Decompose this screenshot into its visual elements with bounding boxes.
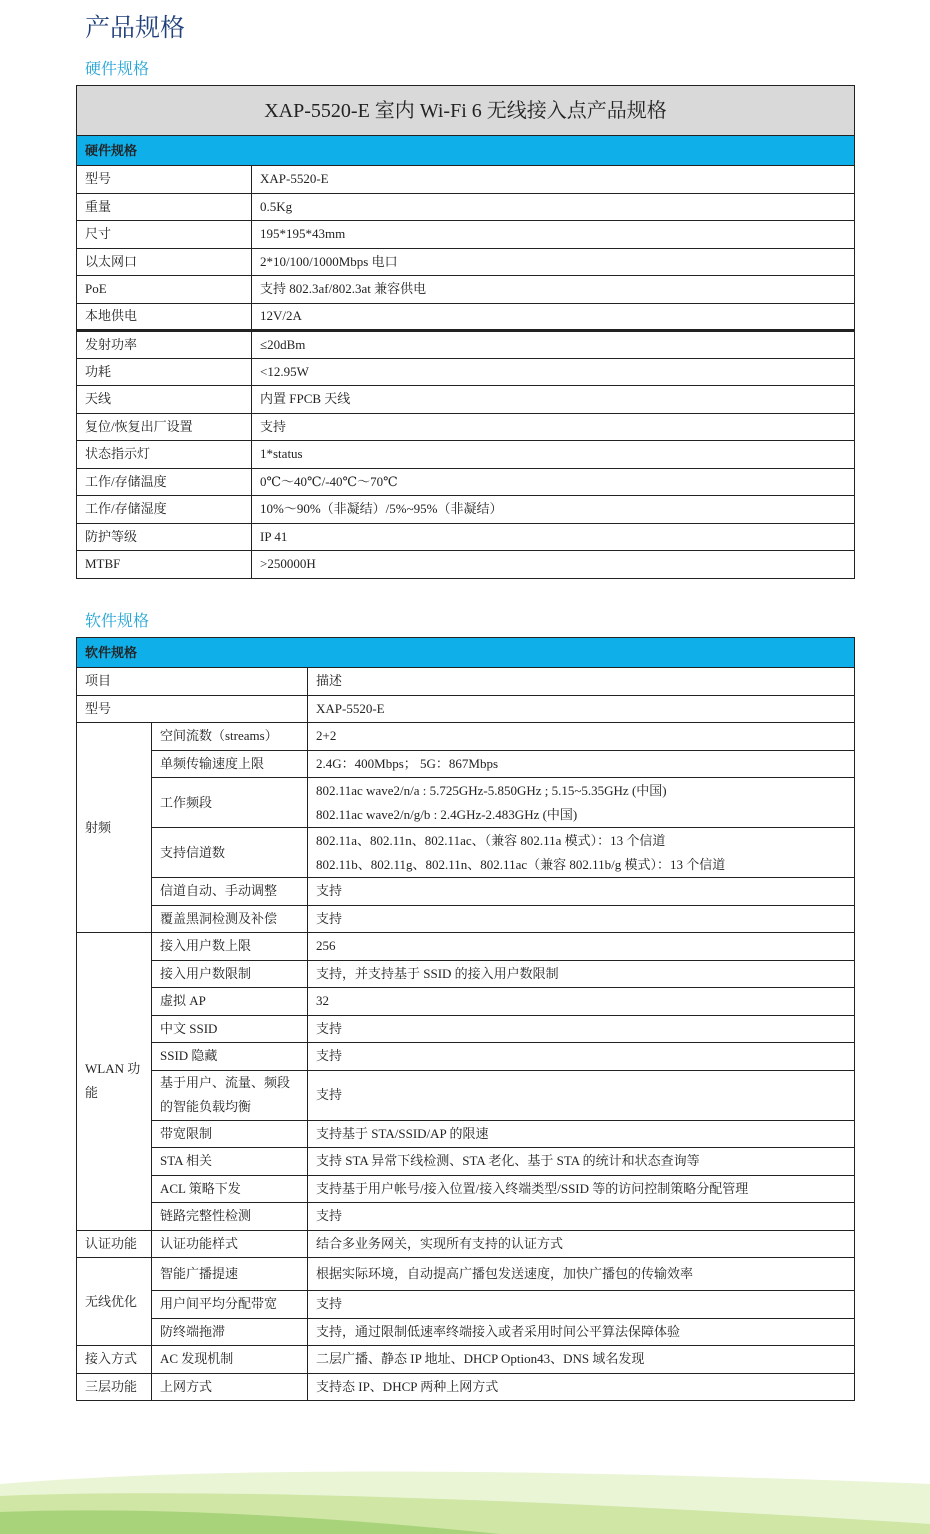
- table-row: [77, 248, 855, 276]
- table-row: [77, 221, 855, 249]
- spec-label: 本地供电: [77, 303, 252, 331]
- spec-value: 2.4G：400Mbps； 5G：867Mbps: [308, 750, 855, 778]
- spec-value: 内置 FPCB 天线: [252, 386, 855, 414]
- spec-label: 接入用户数限制: [152, 960, 308, 988]
- spec-value: 256: [308, 933, 855, 961]
- table-row: [77, 358, 855, 386]
- spec-label: 复位/恢复出厂设置: [77, 413, 252, 441]
- spec-label: 接入用户数上限: [152, 933, 308, 961]
- spec-label: 中文 SSID: [152, 1015, 308, 1043]
- spec-label: SSID 隐藏: [152, 1043, 308, 1071]
- table-header: 软件规格: [77, 638, 855, 668]
- spec-value: 2+2: [308, 723, 855, 751]
- spec-label: 功耗: [77, 358, 252, 386]
- table-row: [77, 750, 855, 778]
- spec-value: 支持基于用户帐号/接入位置/接入终端类型/SSID 等的访问控制策略分配管理: [308, 1175, 855, 1203]
- col-item: 项目: [77, 668, 308, 696]
- table-row: [77, 276, 855, 304]
- spec-value: 支持基于 STA/SSID/AP 的限速: [308, 1120, 855, 1148]
- table-row: [77, 1015, 855, 1043]
- table-row: [77, 933, 855, 961]
- spec-label: ACL 策略下发: [152, 1175, 308, 1203]
- table-row: [77, 441, 855, 469]
- spec-value: 支持，并支持基于 SSID 的接入用户数限制: [308, 960, 855, 988]
- spec-label: 虚拟 AP: [152, 988, 308, 1016]
- table-row: [77, 828, 855, 878]
- spec-value: 1*status: [252, 441, 855, 469]
- table-row: [77, 523, 855, 551]
- spec-label: MTBF: [77, 551, 252, 579]
- table-row: [77, 1318, 855, 1346]
- group-label: 无线优化: [77, 1258, 152, 1346]
- table-row: [77, 551, 855, 579]
- spec-label: 认证功能样式: [152, 1230, 308, 1258]
- spec-label: 防终端拖滞: [152, 1318, 308, 1346]
- spec-value: 支持: [308, 1291, 855, 1319]
- spec-value: 支持，通过限制低速率终端接入或者采用时间公平算法保障体验: [308, 1318, 855, 1346]
- table-row: [77, 905, 855, 933]
- spec-label: 型号: [77, 166, 252, 194]
- hardware-section-label: 硬件规格: [85, 59, 150, 78]
- spec-value: <12.95W: [252, 358, 855, 386]
- spec-value-line: 802.11a、802.11n、802.11ac、（兼容 802.11a 模式）：13 个信道: [316, 832, 666, 848]
- spec-value: ≤20dBm: [252, 331, 855, 359]
- spec-value: [308, 778, 855, 828]
- spec-value: 结合多业务网关，实现所有支持的认证方式: [308, 1230, 855, 1258]
- spec-label: 工作频段: [152, 778, 308, 828]
- spec-label: 用户间平均分配带宽: [152, 1291, 308, 1319]
- spec-label: 链路完整性检测: [152, 1203, 308, 1231]
- spec-value: 10%～90%（非凝结）/5%~95%（非凝结）: [252, 496, 855, 524]
- table-row: [77, 1148, 855, 1176]
- table-row: [77, 878, 855, 906]
- page-title: 产品规格: [85, 13, 186, 42]
- spec-value: 支持: [308, 1203, 855, 1231]
- spec-value: 二层广播、静态 IP 地址、DHCP Option43、DNS 域名发现: [308, 1346, 855, 1374]
- model-label: 型号: [77, 695, 308, 723]
- table-row: [77, 723, 855, 751]
- spec-value: 支持: [308, 878, 855, 906]
- spec-label: STA 相关: [152, 1148, 308, 1176]
- spec-label: 智能广播提速: [152, 1258, 308, 1291]
- spec-label: 以太网口: [77, 248, 252, 276]
- table-row: [77, 386, 855, 414]
- table-row: [77, 413, 855, 441]
- group-label: 接入方式: [77, 1346, 152, 1374]
- spec-value: [308, 828, 855, 878]
- group-label: WLAN 功能: [77, 933, 152, 1231]
- table-row: [77, 166, 855, 194]
- hardware-spec-table: [76, 85, 855, 579]
- table-row: [77, 331, 855, 359]
- spec-label: PoE: [77, 276, 252, 304]
- spec-value: 0.5Kg: [252, 193, 855, 221]
- table-row: [77, 1258, 855, 1291]
- table-row: [77, 496, 855, 524]
- group-label: 认证功能: [77, 1230, 152, 1258]
- spec-label: 工作/存储温度: [77, 468, 252, 496]
- spec-value: 支持: [308, 1015, 855, 1043]
- spec-label: 信道自动、手动调整: [152, 878, 308, 906]
- spec-value: 195*195*43mm: [252, 221, 855, 249]
- spec-value: 32: [308, 988, 855, 1016]
- table-row: [77, 1373, 855, 1401]
- spec-label: 工作/存储湿度: [77, 496, 252, 524]
- spec-value: 根据实际环境，自动提高广播包发送速度，加快广播包的传输效率: [308, 1258, 855, 1291]
- spec-value: 支持: [308, 1043, 855, 1071]
- spec-label: 防护等级: [77, 523, 252, 551]
- spec-value: 支持 STA 异常下线检测、STA 老化、基于 STA 的统计和状态查询等: [308, 1148, 855, 1176]
- spec-label: 状态指示灯: [77, 441, 252, 469]
- spec-label: 覆盖黑洞检测及补偿: [152, 905, 308, 933]
- spec-value: >250000H: [252, 551, 855, 579]
- spec-label: 上网方式: [152, 1373, 308, 1401]
- spec-label: 发射功率: [77, 331, 252, 359]
- software-section-label: 软件规格: [85, 611, 150, 630]
- table-row: [77, 303, 855, 331]
- spec-label: 单频传输速度上限: [152, 750, 308, 778]
- table-row: [77, 1346, 855, 1374]
- table-row: [77, 1070, 855, 1120]
- spec-value-line: 802.11b、802.11g、802.11n、802.11ac（兼容 802.11b/g 模式）：13 个信道: [316, 856, 726, 872]
- spec-value: 支持: [252, 413, 855, 441]
- group-label: 三层功能: [77, 1373, 152, 1401]
- table-row: [77, 1203, 855, 1231]
- spec-value: 12V/2A: [252, 303, 855, 331]
- spec-label: 重量: [77, 193, 252, 221]
- spec-label: 天线: [77, 386, 252, 414]
- spec-value: 支持: [308, 1070, 855, 1120]
- spec-label: 支持信道数: [152, 828, 308, 878]
- col-desc: 描述: [308, 668, 855, 696]
- table-row: [77, 468, 855, 496]
- table-row: [77, 193, 855, 221]
- table-row: [77, 1175, 855, 1203]
- model-value: XAP-5520-E: [308, 695, 855, 723]
- table-row: [77, 778, 855, 828]
- spec-value: 支持态 IP、DHCP 两种上网方式: [308, 1373, 855, 1401]
- spec-value: 2*10/100/1000Mbps 电口: [252, 248, 855, 276]
- spec-value: XAP-5520-E: [252, 166, 855, 194]
- decorative-wave: [0, 1454, 930, 1534]
- spec-label: 尺寸: [77, 221, 252, 249]
- spec-value: 支持 802.3af/802.3at 兼容供电: [252, 276, 855, 304]
- spec-value: 0℃～40℃/-40℃～70℃: [252, 468, 855, 496]
- spec-label: 带宽限制: [152, 1120, 308, 1148]
- table-title: XAP-5520-E 室内 Wi-Fi 6 无线接入点产品规格: [77, 86, 855, 136]
- group-label: 射频: [77, 723, 152, 933]
- spec-value: IP 41: [252, 523, 855, 551]
- table-row: [77, 960, 855, 988]
- table-row: [77, 988, 855, 1016]
- spec-value: 支持: [308, 905, 855, 933]
- spec-value-line: 802.11ac wave2/n/g/b : 2.4GHz-2.483GHz (中国): [316, 806, 578, 822]
- table-row: [77, 1291, 855, 1319]
- software-spec-table: [76, 637, 855, 1401]
- spec-value-line: 802.11ac wave2/n/a : 5.725GHz-5.850GHz ; 5.15~5.35GHz (中国): [316, 782, 667, 798]
- spec-label: AC 发现机制: [152, 1346, 308, 1374]
- spec-label: 基于用户、流量、频段 的智能负载均衡: [152, 1070, 308, 1120]
- table-header: 硬件规格: [77, 136, 855, 166]
- spec-label: 空间流数（streams）: [152, 723, 308, 751]
- table-row: [77, 1120, 855, 1148]
- table-row: [77, 1230, 855, 1258]
- table-row: [77, 1043, 855, 1071]
